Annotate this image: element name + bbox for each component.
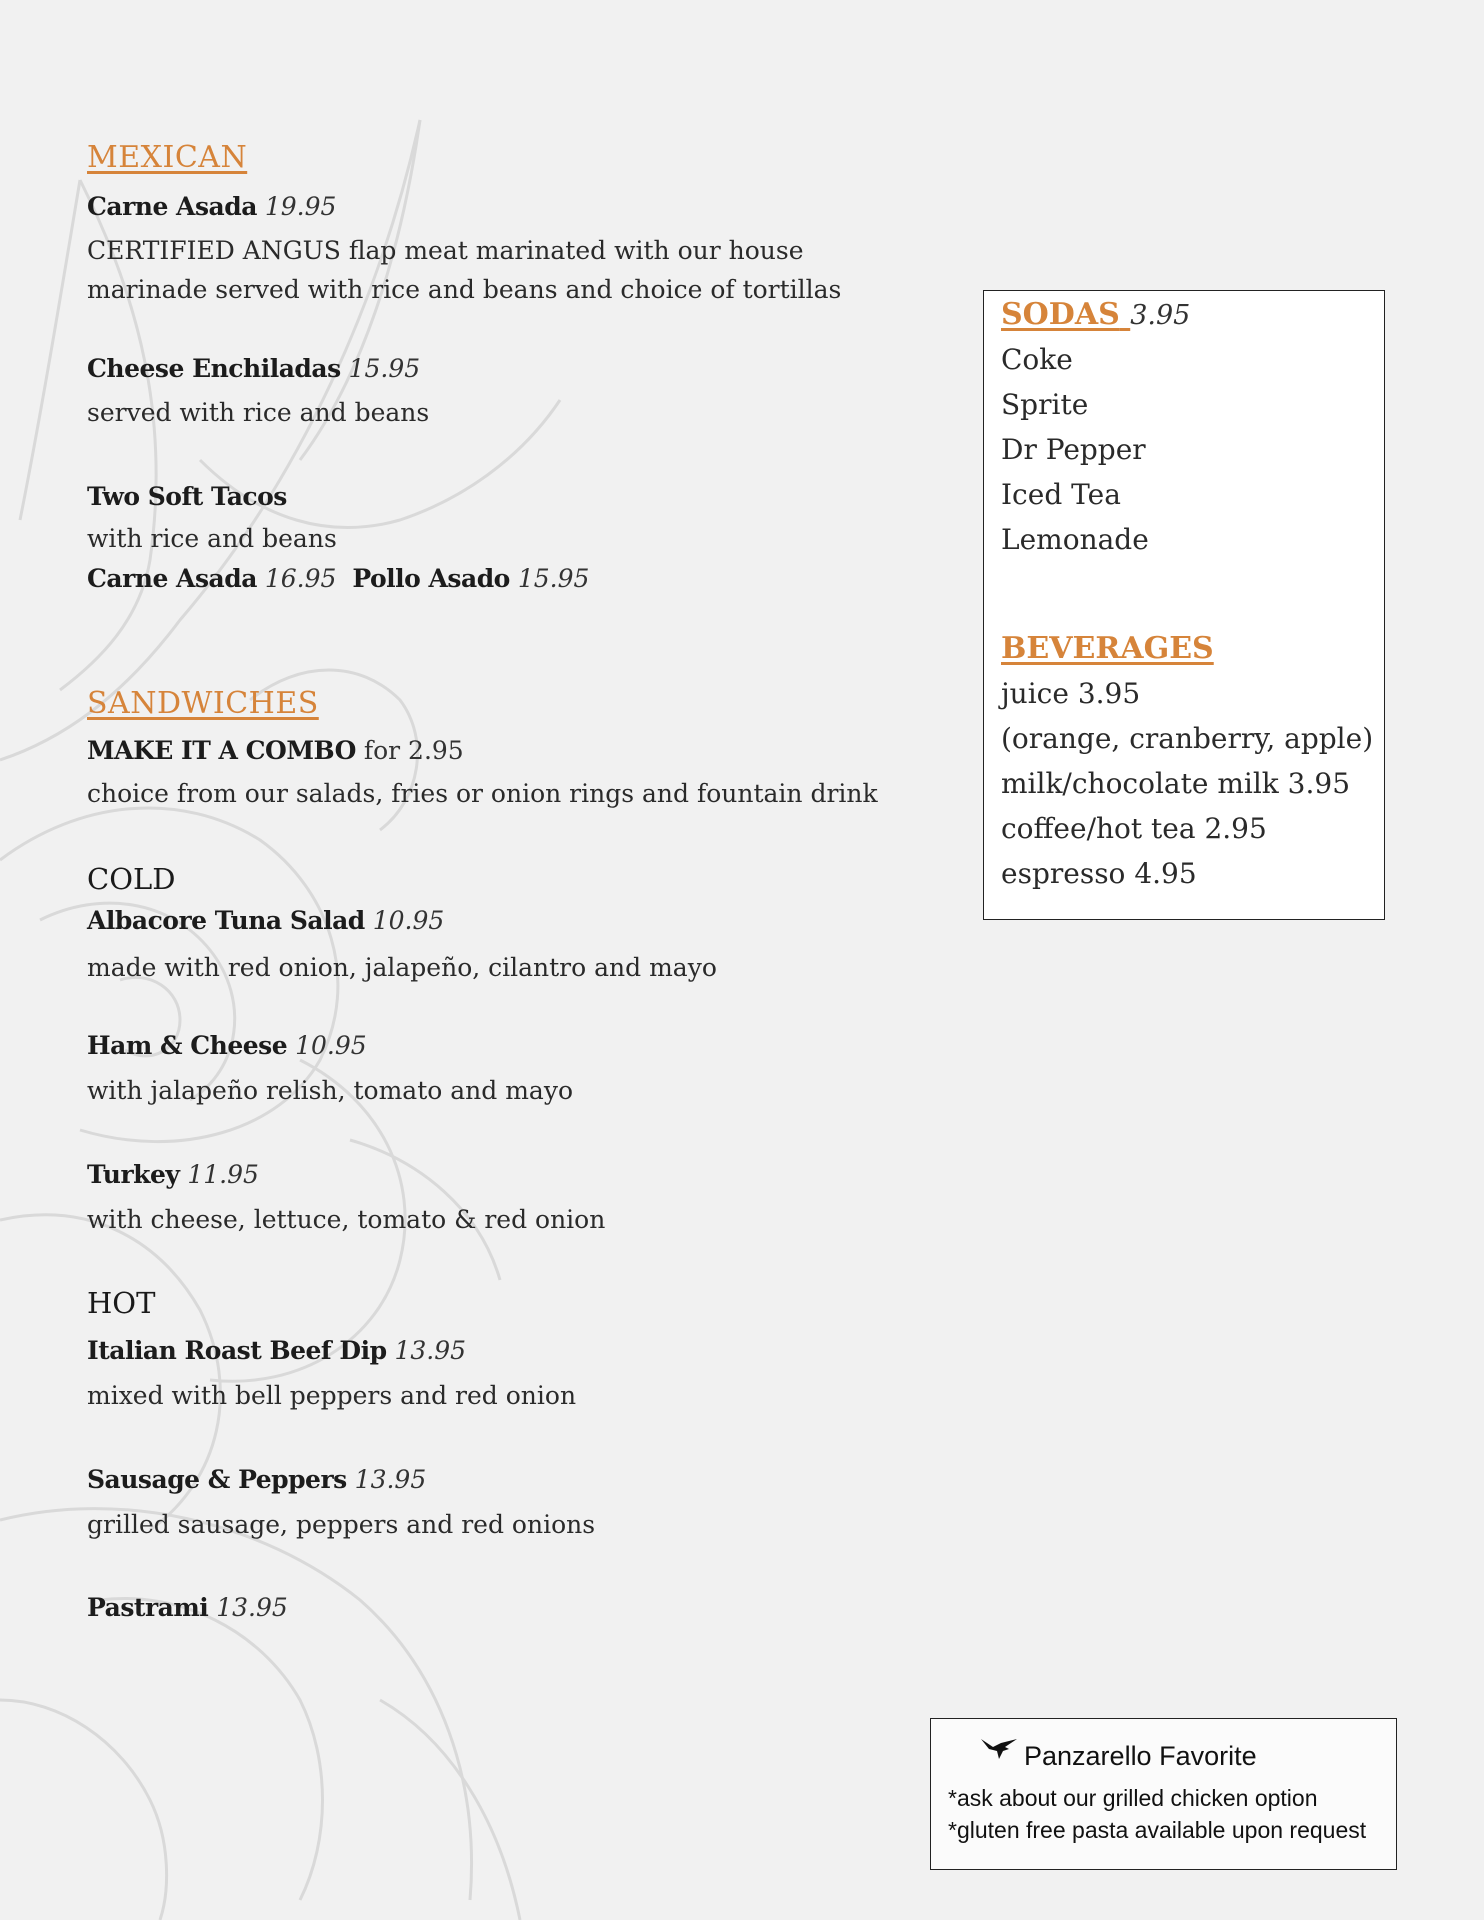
item-name: MAKE IT A COMBO bbox=[87, 736, 356, 765]
menu-item bbox=[87, 1336, 466, 1365]
item-price: 10.95 bbox=[295, 1031, 367, 1060]
menu-item bbox=[87, 906, 444, 935]
note-line: *ask about our grilled chicken option bbox=[948, 1785, 1318, 1811]
favorite-label: Panzarello Favorite bbox=[1024, 1741, 1257, 1771]
beverage-item: coffee/hot tea 2.95 bbox=[1001, 812, 1267, 845]
note-line: *gluten free pasta available upon request bbox=[948, 1817, 1367, 1843]
sodas-title-text: SODAS bbox=[1001, 297, 1120, 332]
item-price: 16.95 bbox=[264, 564, 337, 593]
subsection-title-hot: HOT bbox=[87, 1286, 156, 1320]
menu-item bbox=[87, 192, 336, 221]
beverage-item: juice 3.95 bbox=[1001, 677, 1141, 710]
beverages-title: BEVERAGES bbox=[1001, 631, 1214, 666]
item-name: Carne Asada bbox=[87, 564, 257, 593]
subsection-title-cold: COLD bbox=[87, 862, 176, 896]
item-name: Turkey bbox=[87, 1160, 180, 1189]
soda-item: Iced Tea bbox=[1001, 478, 1121, 511]
item-description: CERTIFIED ANGUS flap meat marinated with our house bbox=[87, 236, 804, 265]
soda-item: Coke bbox=[1001, 343, 1073, 376]
item-price: 13.95 bbox=[394, 1336, 467, 1365]
item-name: Carne Asada bbox=[87, 192, 257, 221]
combo-offer bbox=[87, 736, 464, 765]
section-title-mexican: MEXICAN bbox=[87, 140, 248, 175]
sodas-price: 3.95 bbox=[1130, 300, 1191, 331]
item-name: Albacore Tuna Salad bbox=[87, 906, 365, 935]
item-name: Ham & Cheese bbox=[87, 1031, 288, 1060]
menu-item bbox=[87, 1031, 367, 1060]
soda-item: Sprite bbox=[1001, 388, 1089, 421]
menu-item bbox=[87, 482, 287, 511]
item-price: 10.95 bbox=[372, 906, 445, 935]
item-description: marinade served with rice and beans and choice of tortillas bbox=[87, 275, 842, 304]
item-description: mixed with bell peppers and red onion bbox=[87, 1381, 577, 1410]
item-description: served with rice and beans bbox=[87, 398, 430, 427]
item-name: Pastrami bbox=[87, 1593, 209, 1622]
item-name: Pollo Asado bbox=[352, 564, 510, 593]
item-price: for 2.95 bbox=[363, 736, 464, 765]
tacos-options bbox=[87, 564, 589, 593]
item-description: grilled sausage, peppers and red onions bbox=[87, 1510, 596, 1539]
item-price: 19.95 bbox=[264, 192, 337, 221]
menu-item bbox=[87, 1593, 288, 1622]
hummingbird-icon bbox=[979, 1735, 1019, 1765]
menu-item bbox=[87, 354, 420, 383]
soda-item: Dr Pepper bbox=[1001, 433, 1146, 466]
beverage-item: (orange, cranberry, apple) bbox=[1001, 722, 1374, 755]
item-description: with rice and beans bbox=[87, 524, 337, 553]
item-description: with cheese, lettuce, tomato & red onion bbox=[87, 1205, 606, 1234]
item-description: choice from our salads, fries or onion rings and fountain drink bbox=[87, 779, 878, 808]
item-name: Two Soft Tacos bbox=[87, 482, 287, 511]
item-name: Italian Roast Beef Dip bbox=[87, 1336, 387, 1365]
item-price: 15.95 bbox=[517, 564, 590, 593]
notes-box bbox=[930, 1718, 1397, 1870]
item-name: Cheese Enchiladas bbox=[87, 354, 341, 383]
menu-item bbox=[87, 1465, 426, 1494]
item-price: 13.95 bbox=[354, 1465, 427, 1494]
sodas-title bbox=[1001, 297, 1190, 332]
beverage-item: milk/chocolate milk 3.95 bbox=[1001, 767, 1351, 800]
item-price: 15.95 bbox=[348, 354, 421, 383]
item-description: with jalapeño relish, tomato and mayo bbox=[87, 1076, 573, 1105]
item-price: 13.95 bbox=[216, 1593, 288, 1622]
section-title-sandwiches: SANDWICHES bbox=[87, 686, 319, 721]
beverage-item: espresso 4.95 bbox=[1001, 857, 1197, 890]
item-name: Sausage & Peppers bbox=[87, 1465, 347, 1494]
item-price: 11.95 bbox=[187, 1160, 259, 1189]
drinks-box bbox=[983, 290, 1385, 920]
soda-item: Lemonade bbox=[1001, 523, 1149, 556]
menu-item bbox=[87, 1160, 259, 1189]
item-description: made with red onion, jalapeño, cilantro and mayo bbox=[87, 953, 717, 982]
